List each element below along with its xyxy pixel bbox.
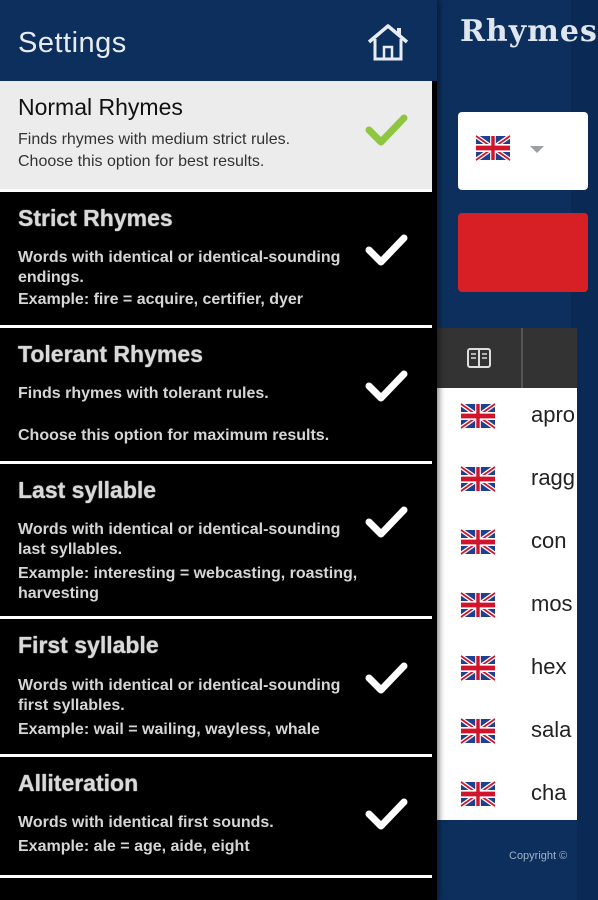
option-title: Last syllable bbox=[18, 477, 157, 503]
check-icon bbox=[364, 504, 408, 540]
option-example: Example: interesting = webcasting, roasting, harvesting bbox=[18, 565, 358, 602]
option-example: Example: wail = wailing, wayless, whale bbox=[18, 721, 320, 738]
check-icon bbox=[364, 660, 408, 696]
rhyme-option[interactable] bbox=[0, 192, 432, 328]
option-example: Choose this option for maximum results. bbox=[18, 427, 330, 444]
results-list bbox=[437, 388, 577, 820]
option-title: Alliteration bbox=[18, 770, 139, 796]
option-example: Choose this option for best results. bbox=[18, 153, 265, 170]
result-word: apro bbox=[531, 402, 576, 427]
option-title: Normal Rhymes bbox=[18, 94, 183, 120]
copyright-text: Copyright © bbox=[509, 850, 568, 862]
rhyme-option[interactable] bbox=[0, 464, 432, 619]
uk-flag-icon bbox=[476, 136, 510, 160]
uk-flag-icon bbox=[461, 656, 495, 680]
result-word: cha bbox=[531, 780, 567, 805]
result-row[interactable] bbox=[437, 451, 577, 514]
uk-flag-icon bbox=[461, 719, 495, 743]
search-button[interactable] bbox=[458, 213, 588, 292]
result-word: ragg bbox=[531, 465, 576, 490]
language-selector[interactable] bbox=[458, 112, 588, 190]
result-row[interactable] bbox=[437, 640, 577, 703]
uk-flag-icon bbox=[461, 467, 495, 491]
results-header bbox=[437, 328, 577, 388]
uk-flag-icon bbox=[461, 530, 495, 554]
home-icon[interactable] bbox=[366, 22, 410, 62]
drawer-title: Settings bbox=[18, 27, 127, 59]
app-title: Rhymes bbox=[460, 14, 598, 49]
dictionary-icon[interactable] bbox=[465, 344, 493, 372]
option-title: Tolerant Rhymes bbox=[18, 341, 203, 367]
check-icon bbox=[364, 368, 408, 404]
uk-flag-icon bbox=[461, 404, 495, 428]
option-description: Words with identical or identical-sounding last syllables. bbox=[18, 521, 341, 558]
app-footer bbox=[437, 820, 577, 900]
option-description: Finds rhymes with medium strict rules. bbox=[18, 131, 291, 148]
result-word: hex bbox=[531, 654, 567, 679]
result-row[interactable] bbox=[437, 388, 577, 451]
rhyme-option[interactable] bbox=[0, 619, 432, 757]
result-word: sala bbox=[531, 717, 572, 742]
option-example: Example: ale = age, aide, eight bbox=[18, 838, 250, 855]
drawer-footer-strip bbox=[0, 878, 432, 900]
option-example: Example: fire = acquire, certifier, dyer bbox=[18, 291, 304, 308]
option-description: Words with identical first sounds. bbox=[18, 814, 274, 831]
uk-flag-icon bbox=[461, 782, 495, 806]
uk-flag-icon bbox=[461, 593, 495, 617]
rhyme-option[interactable] bbox=[0, 328, 432, 464]
header-divider bbox=[521, 328, 523, 388]
option-title: First syllable bbox=[18, 632, 159, 658]
option-description: Finds rhymes with tolerant rules. bbox=[18, 385, 269, 402]
result-word: mos bbox=[531, 591, 573, 616]
dropdown-caret-icon bbox=[530, 146, 544, 153]
check-icon bbox=[364, 232, 408, 268]
drawer-header bbox=[0, 0, 437, 81]
result-row[interactable] bbox=[437, 577, 577, 640]
option-description: Words with identical or identical-sounding endings. bbox=[18, 249, 341, 286]
check-icon bbox=[364, 112, 408, 148]
rhyme-option[interactable] bbox=[0, 81, 432, 192]
result-row[interactable] bbox=[437, 514, 577, 577]
check-icon bbox=[364, 796, 408, 832]
rhyme-option[interactable] bbox=[0, 757, 432, 878]
result-word: con bbox=[531, 528, 567, 553]
result-row[interactable] bbox=[437, 703, 577, 766]
option-title: Strict Rhymes bbox=[18, 205, 173, 231]
option-description: Words with identical or identical-sounding first syllables. bbox=[18, 677, 341, 714]
